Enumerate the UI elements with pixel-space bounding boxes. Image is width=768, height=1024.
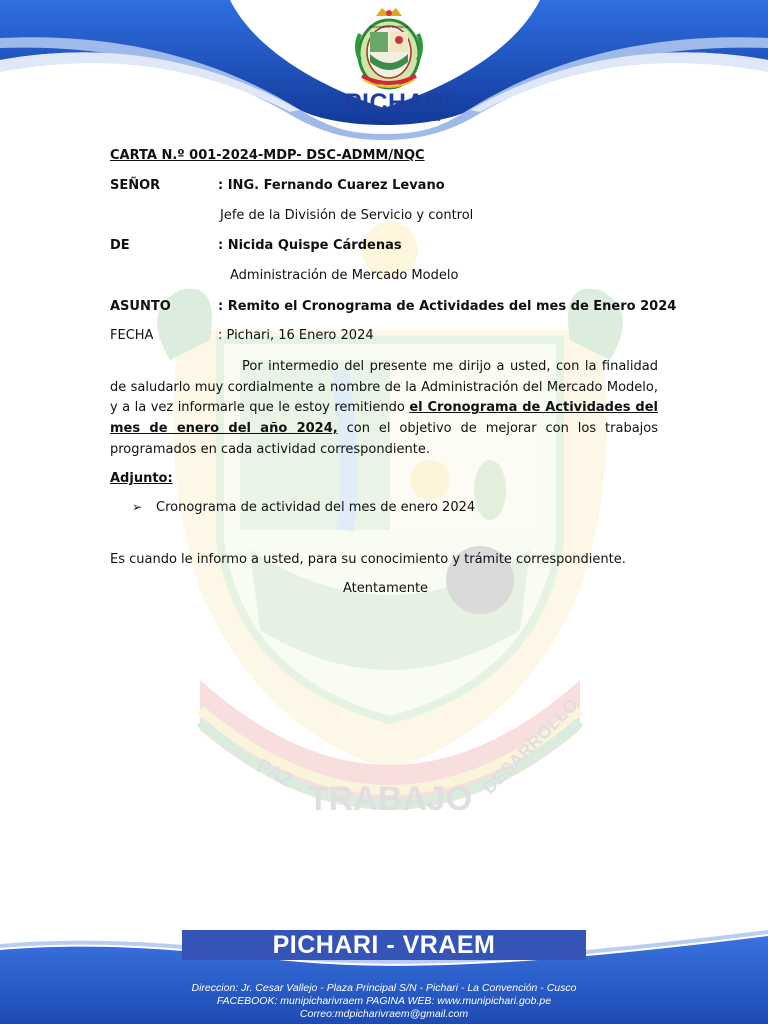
from-label: DE — [110, 238, 130, 253]
subject-label: ASUNTO — [110, 299, 171, 314]
attachment-item-text: Cronograma de actividad del mes de enero 2024 — [156, 500, 476, 515]
watermark-motto-center: TRABAJO — [307, 780, 473, 818]
watermark-motto-left: PAZ — [252, 754, 297, 793]
body-part1: Por intermedio del presente me dirijo a usted, con la finalidad de saludarlo muy cordialmente a nombre de la Administración del Mercado Modelo, y a la vez informarle que le estoy remitiendo — [110, 359, 658, 416]
footer-email: Correo:mdpicharivraem@gmail.com — [299, 1008, 469, 1020]
date-value: : Pichari, 16 Enero 2024 — [218, 328, 374, 343]
brand-name: PICHARI — [344, 89, 452, 117]
attachment-label: Adjunto: — [110, 471, 173, 486]
brand-subtitle: Gestión 2023 - 2026 — [375, 116, 441, 123]
letter-body — [110, 357, 658, 461]
letter-reference: CARTA N.º 001-2024-MDP- DSC-ADMM/NQC — [110, 148, 425, 163]
subject-value: : Remito el Cronograma de Actividades del mes de Enero 2024 — [218, 299, 677, 314]
footer-social: FACEBOOK: munipicharivraem PAGINA WEB: www.munipichari.gob.pe — [216, 995, 552, 1007]
body-part2: con el objetivo de mejorar con los trabajos programados en cada actividad correspondiente. — [110, 421, 659, 457]
to-label: SEÑOR — [110, 178, 161, 193]
watermark-motto-right: DESARROLLO — [478, 694, 582, 798]
from-name: : Nicida Quispe Cárdenas — [218, 238, 402, 253]
footer-banner-text: PICHARI - VRAEM — [272, 930, 496, 959]
date-label: FECHA — [110, 328, 154, 343]
footer-banner — [182, 930, 586, 960]
crest-icon — [352, 6, 426, 92]
crest-ribbon: Municipalidad Distrital de — [369, 25, 409, 29]
brand-logo — [338, 90, 458, 124]
to-name: : ING. Fernando Cuarez Levano — [218, 178, 445, 193]
from-title: Administración de Mercado Modelo — [230, 268, 459, 283]
footer-contact — [150, 982, 618, 1021]
to-title: Jefe de la División de Servicio y control — [220, 208, 474, 223]
signoff: Atentamente — [343, 581, 429, 596]
footer-address: Direccion: Jr. Cesar Vallejo - Plaza Principal S/N - Pichari - La Convención - Cusco — [191, 982, 577, 994]
body-highlight: el Cronograma de Actividades del mes de enero del año 2024, — [110, 400, 659, 437]
closing-line: Es cuando le informo a usted, para su conocimiento y trámite correspondiente. — [110, 552, 626, 567]
arrow-bullet-icon: ➢ — [132, 500, 143, 514]
attachment-item — [132, 500, 475, 515]
